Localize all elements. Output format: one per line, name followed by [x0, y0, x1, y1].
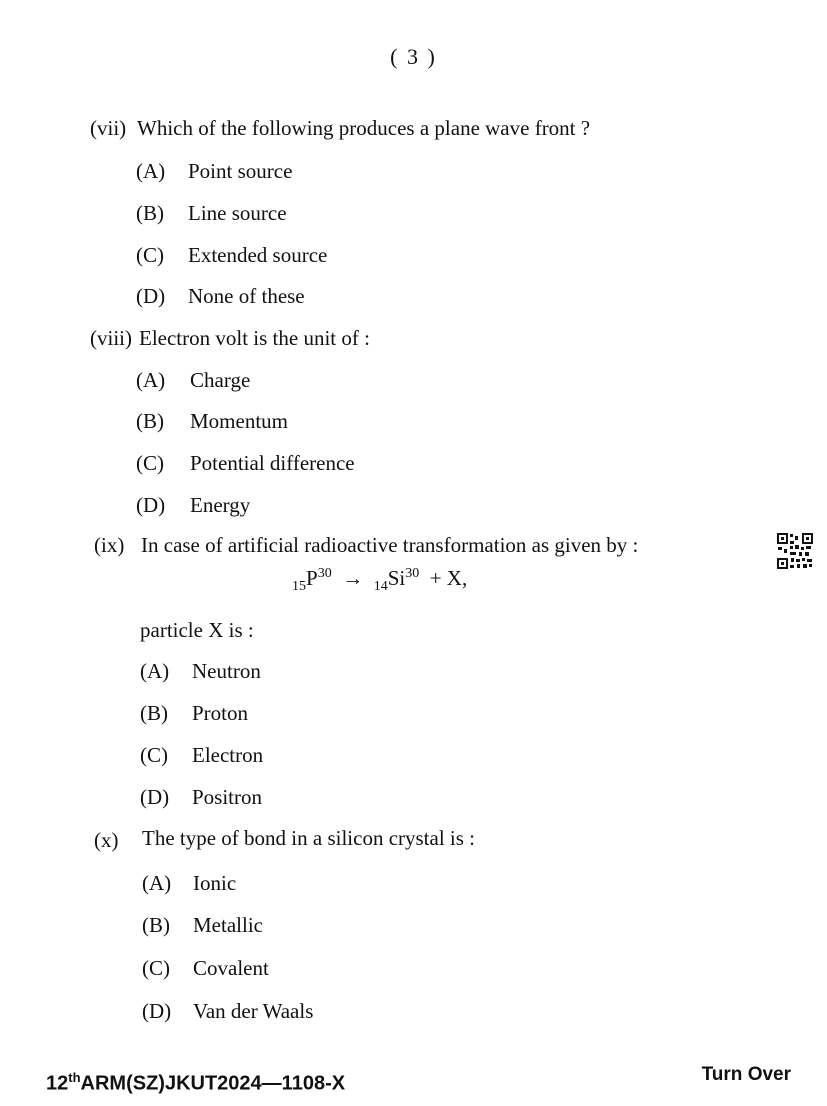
- nuclear-equation: [292, 566, 467, 595]
- option-text: Momentum: [190, 409, 288, 433]
- eq-right-subscript: 14: [373, 579, 388, 595]
- eq-tail: + X,: [429, 566, 468, 590]
- option-text: Positron: [192, 785, 263, 809]
- turn-over-note: Turn Over: [701, 1064, 791, 1085]
- paper-code-prefix: 12: [46, 1072, 69, 1095]
- option-text: Line source: [188, 201, 287, 225]
- option-label: (A): [142, 871, 172, 895]
- option-label: (B): [136, 201, 164, 225]
- question-label: (x): [94, 828, 119, 852]
- option-text: Proton: [192, 701, 249, 725]
- eq-right-superscript: 30: [405, 566, 420, 581]
- option-text: Electron: [192, 743, 264, 767]
- paper-code: [46, 1070, 345, 1096]
- option-label: (C): [136, 243, 164, 267]
- option-label: (A): [136, 159, 166, 183]
- option-text: Potential difference: [190, 451, 355, 475]
- qr-code-icon: [776, 532, 814, 570]
- option-label: (A): [140, 659, 170, 683]
- eq-right-symbol: Si: [387, 566, 406, 590]
- option-text: Neutron: [192, 659, 261, 683]
- question-label: (viii): [90, 326, 132, 350]
- eq-arrow: →: [342, 566, 364, 590]
- option-text: Van der Waals: [193, 999, 314, 1023]
- eq-left-subscript: 15: [292, 579, 306, 595]
- option-text: None of these: [188, 284, 305, 308]
- question-label: (ix): [94, 533, 125, 557]
- option-label: (B): [142, 913, 170, 937]
- option-text: Covalent: [193, 956, 269, 980]
- option-label: (B): [136, 409, 164, 433]
- question-text: Electron volt is the unit of :: [139, 326, 370, 350]
- option-label: (C): [142, 956, 170, 980]
- option-label: (D): [136, 284, 166, 308]
- eq-left-superscript: 30: [317, 566, 332, 581]
- option-label: (D): [142, 999, 172, 1023]
- paper-code-rest: ARM(SZ)JKUT2024—1108-X: [80, 1072, 346, 1095]
- option-text: Energy: [190, 493, 251, 517]
- option-text: Charge: [190, 368, 251, 392]
- eq-left-symbol: P: [306, 566, 318, 590]
- question-label: (vii): [90, 116, 127, 140]
- question-followup: particle X is :: [140, 618, 254, 642]
- question-text: The type of bond in a silicon crystal is :: [142, 826, 476, 850]
- option-text: Ionic: [193, 871, 237, 895]
- option-label: (A): [136, 368, 166, 392]
- option-label: (C): [136, 451, 164, 475]
- paper-code-superscript: th: [68, 1070, 81, 1085]
- option-text: Extended source: [188, 243, 328, 267]
- option-label: (D): [136, 493, 166, 517]
- option-text: Metallic: [193, 913, 263, 937]
- page-number: ( 3 ): [390, 44, 437, 69]
- option-text: Point source: [188, 159, 293, 183]
- option-label: (D): [140, 785, 170, 809]
- question-text: Which of the following produces a plane wave front ?: [137, 116, 591, 140]
- question-text: In case of artificial radioactive transformation as given by :: [141, 533, 639, 557]
- option-label: (B): [140, 701, 168, 725]
- option-label: (C): [140, 743, 168, 767]
